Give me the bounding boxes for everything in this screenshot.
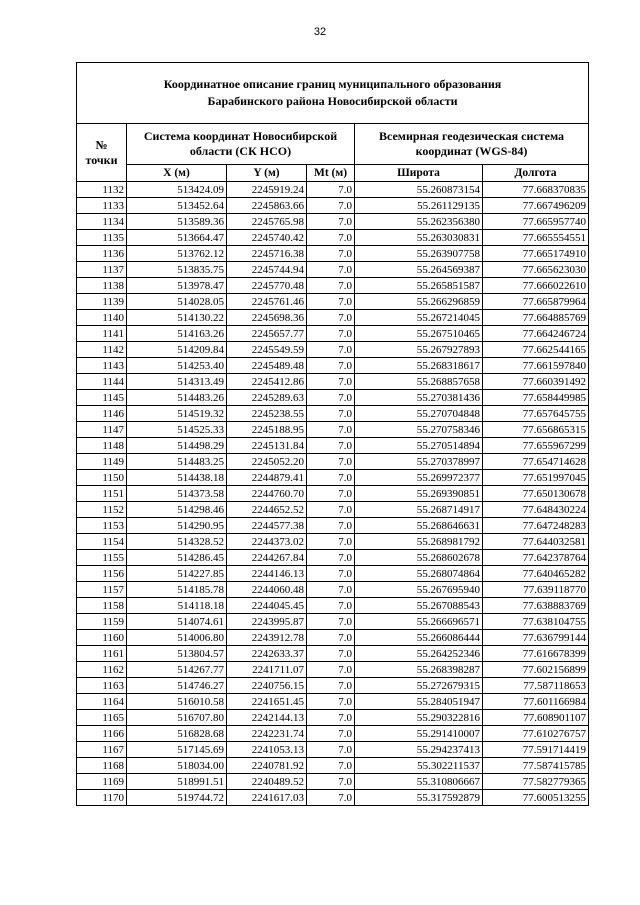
cell-y: 2244267.84 [227,550,307,566]
cell-point-no: 1145 [77,390,127,406]
cell-y: 2240489.52 [227,774,307,790]
cell-longitude: 77.665957740 [483,214,589,230]
cell-latitude: 55.268398287 [355,662,483,678]
cell-x: 514290.95 [127,518,227,534]
cell-x: 514313.49 [127,374,227,390]
cell-longitude: 77.662544165 [483,342,589,358]
cell-point-no: 1150 [77,470,127,486]
table-row [77,310,589,326]
table-row [77,470,589,486]
cell-y: 2243912.78 [227,630,307,646]
cell-x: 514185.78 [127,582,227,598]
cell-y: 2244760.70 [227,486,307,502]
cell-mt: 7.0 [307,790,355,806]
cell-mt: 7.0 [307,646,355,662]
cell-y: 2245740.42 [227,230,307,246]
header-y: Y (м) [227,165,307,182]
cell-y: 2241711.07 [227,662,307,678]
cell-x: 514525.33 [127,422,227,438]
cell-longitude: 77.648430224 [483,502,589,518]
cell-mt: 7.0 [307,422,355,438]
cell-y: 2245919.24 [227,182,307,198]
cell-mt: 7.0 [307,326,355,342]
cell-longitude: 77.608901107 [483,710,589,726]
cell-latitude: 55.269972377 [355,470,483,486]
cell-point-no: 1147 [77,422,127,438]
cell-y: 2244879.41 [227,470,307,486]
cell-y: 2245549.59 [227,342,307,358]
coordinates-table [76,62,589,806]
cell-longitude: 77.655967299 [483,438,589,454]
cell-latitude: 55.270704848 [355,406,483,422]
cell-point-no: 1133 [77,198,127,214]
cell-mt: 7.0 [307,310,355,326]
cell-x: 514130.22 [127,310,227,326]
cell-longitude: 77.587415785 [483,758,589,774]
cell-mt: 7.0 [307,278,355,294]
page-number: 32 [313,26,327,38]
cell-point-no: 1159 [77,614,127,630]
table-row [77,534,589,550]
cell-latitude: 55.270378997 [355,454,483,470]
table-row [77,550,589,566]
cell-latitude: 55.269390851 [355,486,483,502]
cell-mt: 7.0 [307,454,355,470]
cell-point-no: 1158 [77,598,127,614]
cell-mt: 7.0 [307,758,355,774]
cell-y: 2240756.15 [227,678,307,694]
cell-point-no: 1162 [77,662,127,678]
cell-x: 516707.80 [127,710,227,726]
cell-x: 514227.85 [127,566,227,582]
table-row [77,326,589,342]
cell-mt: 7.0 [307,470,355,486]
cell-mt: 7.0 [307,566,355,582]
cell-x: 514163.26 [127,326,227,342]
cell-mt: 7.0 [307,390,355,406]
cell-mt: 7.0 [307,230,355,246]
cell-y: 2245188.95 [227,422,307,438]
cell-point-no: 1155 [77,550,127,566]
cell-y: 2245289.63 [227,390,307,406]
cell-mt: 7.0 [307,214,355,230]
cell-y: 2244060.48 [227,582,307,598]
cell-y: 2245770.48 [227,278,307,294]
cell-point-no: 1144 [77,374,127,390]
cell-longitude: 77.610276757 [483,726,589,742]
cell-latitude: 55.267510465 [355,326,483,342]
cell-latitude: 55.268074864 [355,566,483,582]
cell-y: 2245698.36 [227,310,307,326]
cell-x: 514253.40 [127,358,227,374]
cell-mt: 7.0 [307,342,355,358]
cell-longitude: 77.667496209 [483,198,589,214]
cell-mt: 7.0 [307,630,355,646]
cell-point-no: 1168 [77,758,127,774]
table-row [77,678,589,694]
table-row [77,774,589,790]
cell-latitude: 55.267927893 [355,342,483,358]
table-row [77,582,589,598]
cell-y: 2244045.45 [227,598,307,614]
cell-y: 2245765.98 [227,214,307,230]
cell-point-no: 1149 [77,454,127,470]
cell-mt: 7.0 [307,294,355,310]
cell-point-no: 1135 [77,230,127,246]
cell-point-no: 1160 [77,630,127,646]
cell-longitude: 77.668370835 [483,182,589,198]
cell-latitude: 55.266296859 [355,294,483,310]
header-system-nso: Система координат Новосибирской области (СК НСО) [127,124,355,165]
table-row [77,214,589,230]
cell-mt: 7.0 [307,262,355,278]
cell-longitude: 77.642378764 [483,550,589,566]
table-row [77,246,589,262]
table-row [77,614,589,630]
cell-point-no: 1139 [77,294,127,310]
cell-longitude: 77.587118653 [483,678,589,694]
table-row [77,374,589,390]
cell-y: 2244373.02 [227,534,307,550]
cell-y: 2242231.74 [227,726,307,742]
cell-longitude: 77.638104755 [483,614,589,630]
cell-longitude: 77.658449985 [483,390,589,406]
cell-point-no: 1143 [77,358,127,374]
cell-y: 2245657.77 [227,326,307,342]
table-row [77,598,589,614]
cell-point-no: 1140 [77,310,127,326]
cell-point-no: 1137 [77,262,127,278]
cell-longitude: 77.665554551 [483,230,589,246]
cell-latitude: 55.264252346 [355,646,483,662]
cell-longitude: 77.601166984 [483,694,589,710]
cell-y: 2245489.48 [227,358,307,374]
cell-mt: 7.0 [307,710,355,726]
table-row [77,742,589,758]
cell-mt: 7.0 [307,534,355,550]
cell-point-no: 1166 [77,726,127,742]
cell-longitude: 77.650130678 [483,486,589,502]
cell-longitude: 77.656865315 [483,422,589,438]
cell-latitude: 55.268857658 [355,374,483,390]
cell-mt: 7.0 [307,774,355,790]
cell-latitude: 55.302211537 [355,758,483,774]
cell-point-no: 1132 [77,182,127,198]
cell-mt: 7.0 [307,598,355,614]
cell-x: 513664.47 [127,230,227,246]
cell-x: 514267.77 [127,662,227,678]
table-title-line1: Координатное описание границ муниципального образования [163,77,502,91]
cell-longitude: 77.661597840 [483,358,589,374]
cell-latitude: 55.262356380 [355,214,483,230]
cell-mt: 7.0 [307,518,355,534]
table-row [77,566,589,582]
cell-point-no: 1151 [77,486,127,502]
cell-x: 514298.46 [127,502,227,518]
cell-longitude: 77.639118770 [483,582,589,598]
table-row [77,710,589,726]
cell-x: 514028.05 [127,294,227,310]
cell-x: 518991.51 [127,774,227,790]
table-row [77,630,589,646]
cell-latitude: 55.268318617 [355,358,483,374]
cell-latitude: 55.270758346 [355,422,483,438]
cell-longitude: 77.651997045 [483,470,589,486]
table-row [77,278,589,294]
cell-x: 514328.52 [127,534,227,550]
table-row [77,294,589,310]
table-row [77,502,589,518]
cell-longitude: 77.616678399 [483,646,589,662]
cell-latitude: 55.294237413 [355,742,483,758]
cell-y: 2244146.13 [227,566,307,582]
cell-latitude: 55.264569387 [355,262,483,278]
cell-latitude: 55.266696571 [355,614,483,630]
cell-y: 2245863.66 [227,198,307,214]
cell-y: 2245744.94 [227,262,307,278]
cell-x: 517145.69 [127,742,227,758]
table-row [77,390,589,406]
cell-longitude: 77.660391492 [483,374,589,390]
cell-latitude: 55.270381436 [355,390,483,406]
cell-x: 514483.25 [127,454,227,470]
cell-y: 2242633.37 [227,646,307,662]
table-row [77,646,589,662]
cell-x: 513835.75 [127,262,227,278]
cell-point-no: 1163 [77,678,127,694]
cell-y: 2244577.38 [227,518,307,534]
cell-y: 2245761.46 [227,294,307,310]
table-row [77,342,589,358]
cell-x: 518034.00 [127,758,227,774]
cell-point-no: 1167 [77,742,127,758]
cell-mt: 7.0 [307,486,355,502]
cell-mt: 7.0 [307,438,355,454]
cell-x: 514519.32 [127,406,227,422]
table-row [77,726,589,742]
cell-longitude: 77.600513255 [483,790,589,806]
cell-point-no: 1156 [77,566,127,582]
cell-longitude: 77.644032581 [483,534,589,550]
cell-point-no: 1134 [77,214,127,230]
cell-x: 514483.26 [127,390,227,406]
cell-x: 514074.61 [127,614,227,630]
cell-x: 513452.64 [127,198,227,214]
cell-mt: 7.0 [307,726,355,742]
cell-mt: 7.0 [307,614,355,630]
table-title-line2: Барабинского района Новосибирской области [207,94,458,108]
cell-y: 2242144.13 [227,710,307,726]
cell-latitude: 55.317592879 [355,790,483,806]
cell-mt: 7.0 [307,198,355,214]
cell-mt: 7.0 [307,182,355,198]
header-latitude: Широта [355,165,483,182]
cell-x: 514118.18 [127,598,227,614]
cell-point-no: 1136 [77,246,127,262]
cell-mt: 7.0 [307,374,355,390]
table-row [77,790,589,806]
cell-point-no: 1142 [77,342,127,358]
table-row [77,662,589,678]
cell-x: 516828.68 [127,726,227,742]
cell-x: 519744.72 [127,790,227,806]
header-point-no: № точки [77,124,127,182]
cell-longitude: 77.664246724 [483,326,589,342]
table-row [77,198,589,214]
cell-y: 2245412.86 [227,374,307,390]
cell-y: 2241617.03 [227,790,307,806]
table-row [77,182,589,198]
cell-point-no: 1165 [77,710,127,726]
cell-latitude: 55.261129135 [355,198,483,214]
table-row [77,758,589,774]
cell-y: 2241651.45 [227,694,307,710]
cell-latitude: 55.272679315 [355,678,483,694]
cell-point-no: 1164 [77,694,127,710]
cell-mt: 7.0 [307,742,355,758]
cell-x: 514438.18 [127,470,227,486]
cell-point-no: 1153 [77,518,127,534]
cell-latitude: 55.268646631 [355,518,483,534]
cell-mt: 7.0 [307,502,355,518]
cell-point-no: 1169 [77,774,127,790]
cell-mt: 7.0 [307,678,355,694]
cell-latitude: 55.284051947 [355,694,483,710]
cell-point-no: 1154 [77,534,127,550]
cell-mt: 7.0 [307,582,355,598]
table-row [77,518,589,534]
cell-y: 2244652.52 [227,502,307,518]
cell-x: 513424.09 [127,182,227,198]
cell-latitude: 55.290322816 [355,710,483,726]
cell-longitude: 77.636799144 [483,630,589,646]
cell-latitude: 55.267695940 [355,582,483,598]
cell-point-no: 1148 [77,438,127,454]
cell-point-no: 1146 [77,406,127,422]
cell-latitude: 55.310806667 [355,774,483,790]
cell-x: 513804.57 [127,646,227,662]
cell-x: 514006.80 [127,630,227,646]
cell-x: 514286.45 [127,550,227,566]
cell-point-no: 1157 [77,582,127,598]
cell-latitude: 55.266086444 [355,630,483,646]
cell-longitude: 77.647248283 [483,518,589,534]
cell-y: 2243995.87 [227,614,307,630]
cell-longitude: 77.591714419 [483,742,589,758]
cell-y: 2245052.20 [227,454,307,470]
table-row [77,438,589,454]
cell-x: 513589.36 [127,214,227,230]
table-title [77,63,589,124]
header-x: X (м) [127,165,227,182]
cell-y: 2245238.55 [227,406,307,422]
cell-longitude: 77.638883769 [483,598,589,614]
table-row [77,358,589,374]
cell-point-no: 1138 [77,278,127,294]
cell-point-no: 1152 [77,502,127,518]
table-row [77,230,589,246]
cell-latitude: 55.260873154 [355,182,483,198]
cell-x: 514746.27 [127,678,227,694]
cell-longitude: 77.602156899 [483,662,589,678]
cell-longitude: 77.665174910 [483,246,589,262]
cell-y: 2240781.92 [227,758,307,774]
cell-latitude: 55.263907758 [355,246,483,262]
table-row [77,694,589,710]
cell-y: 2245716.38 [227,246,307,262]
header-mt: Mt (м) [307,165,355,182]
cell-longitude: 77.665879964 [483,294,589,310]
header-system-wgs: Всемирная геодезическая система координат (WGS-84) [355,124,589,165]
cell-x: 516010.58 [127,694,227,710]
cell-mt: 7.0 [307,694,355,710]
cell-x: 513978.47 [127,278,227,294]
table-row [77,454,589,470]
cell-latitude: 55.263030831 [355,230,483,246]
cell-latitude: 55.268602678 [355,550,483,566]
cell-latitude: 55.265851587 [355,278,483,294]
cell-mt: 7.0 [307,662,355,678]
table-row [77,262,589,278]
header-longitude: Долгота [483,165,589,182]
cell-longitude: 77.664885769 [483,310,589,326]
cell-point-no: 1161 [77,646,127,662]
cell-x: 514209.84 [127,342,227,358]
cell-latitude: 55.291410007 [355,726,483,742]
cell-point-no: 1141 [77,326,127,342]
cell-longitude: 77.640465282 [483,566,589,582]
cell-mt: 7.0 [307,406,355,422]
cell-longitude: 77.582779365 [483,774,589,790]
cell-longitude: 77.657645755 [483,406,589,422]
cell-x: 514373.58 [127,486,227,502]
cell-longitude: 77.666022610 [483,278,589,294]
table-row [77,422,589,438]
cell-y: 2245131.84 [227,438,307,454]
cell-longitude: 77.665623030 [483,262,589,278]
table-row [77,406,589,422]
cell-y: 2241053.13 [227,742,307,758]
table-body [77,182,589,806]
cell-mt: 7.0 [307,246,355,262]
cell-point-no: 1170 [77,790,127,806]
cell-mt: 7.0 [307,550,355,566]
cell-longitude: 77.654714628 [483,454,589,470]
cell-x: 514498.29 [127,438,227,454]
cell-latitude: 55.267214045 [355,310,483,326]
cell-latitude: 55.268714917 [355,502,483,518]
cell-latitude: 55.270514894 [355,438,483,454]
cell-x: 513762.12 [127,246,227,262]
cell-latitude: 55.267088543 [355,598,483,614]
cell-latitude: 55.268981792 [355,534,483,550]
cell-mt: 7.0 [307,358,355,374]
table-row [77,486,589,502]
